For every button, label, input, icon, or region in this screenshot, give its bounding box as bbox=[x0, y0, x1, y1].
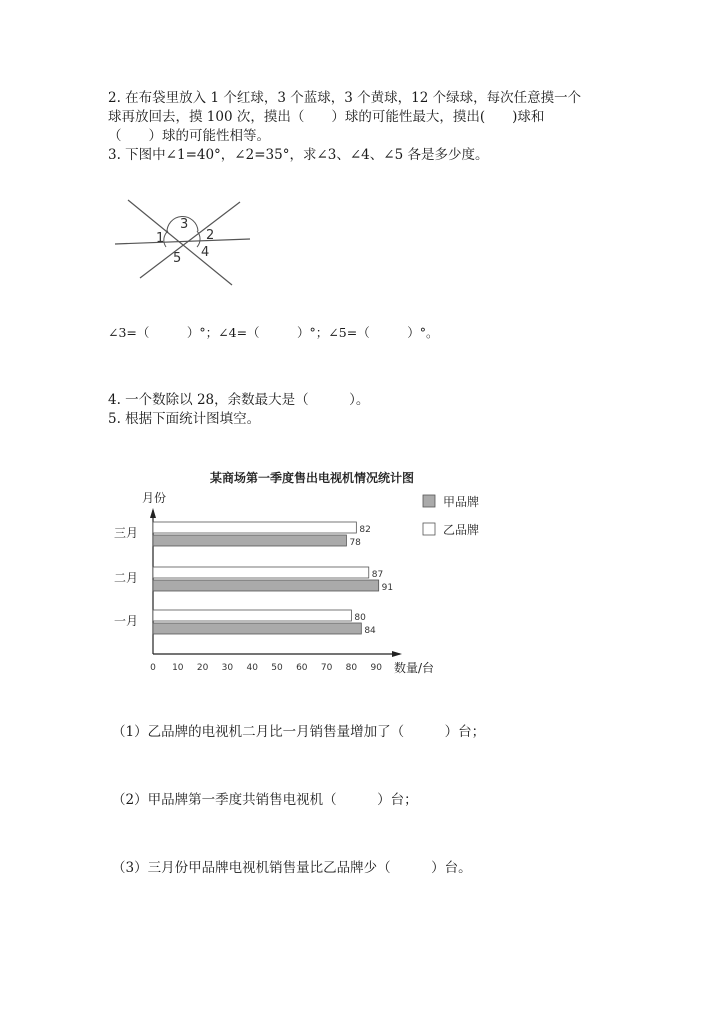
x-tick-label: 10 bbox=[172, 663, 184, 673]
x-tick-label: 40 bbox=[246, 663, 258, 673]
q5-sub-1: （1）乙品牌的电视机二月比一月销售量增加了（ ）台； bbox=[112, 724, 486, 740]
angle-label-4: 4 bbox=[201, 245, 210, 260]
angle-label-2: 2 bbox=[206, 228, 215, 243]
x-tick-label: 20 bbox=[196, 663, 209, 673]
x-tick-label: 0 bbox=[150, 663, 156, 673]
bar-jia bbox=[153, 580, 379, 591]
bar-value-label: 87 bbox=[371, 570, 384, 580]
q2-line-3: （ ）球的可能性相等。 bbox=[108, 128, 270, 144]
q4-question: 4. 一个数除以 28，余数最大是（ ）。 bbox=[108, 392, 370, 408]
bar-yi bbox=[153, 522, 356, 533]
y-axis-label: 月份 bbox=[142, 491, 167, 505]
q3-question: 3. 下图中∠1=40°，∠2=35°，求∠3、∠4、∠5 各是多少度。 bbox=[108, 147, 489, 163]
x-tick-label: 30 bbox=[221, 663, 234, 673]
x-axis-label: 数量/台 bbox=[394, 661, 435, 675]
chart-title: 某商场第一季度售出电视机情况统计图 bbox=[209, 471, 415, 485]
x-tick-label: 60 bbox=[296, 663, 308, 673]
bar-value-label: 82 bbox=[359, 525, 371, 535]
legend-swatch bbox=[423, 495, 435, 507]
bar-value-label: 84 bbox=[364, 626, 376, 636]
bar-jia bbox=[153, 535, 346, 546]
q5-sub-2: （2）甲品牌第一季度共销售电视机（ ）台； bbox=[112, 792, 418, 808]
q3-answer: ∠3=（ ）°；∠4=（ ）°；∠5=（ ）°。 bbox=[108, 325, 439, 340]
angle-label-1: 1 bbox=[156, 231, 165, 246]
x-tick-label: 90 bbox=[370, 663, 382, 673]
q5-question: 5. 根据下面统计图填空。 bbox=[108, 411, 261, 427]
bar-value-label: 91 bbox=[381, 583, 394, 593]
bar-value-label: 80 bbox=[354, 613, 366, 623]
category-label: 一月 bbox=[114, 614, 139, 628]
bar-yi bbox=[153, 567, 369, 578]
x-tick-label: 80 bbox=[345, 663, 358, 673]
angle-label-3: 3 bbox=[180, 217, 189, 232]
legend-swatch bbox=[423, 523, 435, 535]
legend-label: 乙品牌 bbox=[443, 523, 480, 537]
x-axis-arrow bbox=[392, 651, 402, 657]
x-tick-label: 50 bbox=[271, 663, 283, 673]
q5-sub-3: （3）三月份甲品牌电视机销售量比乙品牌少（ ）台。 bbox=[112, 860, 472, 876]
bar-chart bbox=[100, 460, 500, 685]
bar-jia bbox=[153, 623, 361, 634]
category-label: 二月 bbox=[114, 571, 139, 585]
y-axis-arrow bbox=[150, 508, 156, 518]
angle-figure bbox=[100, 190, 260, 290]
q2-line-2: 球再放回去，摸 100 次，摸出（ ）球的可能性最大，摸出( )球和 bbox=[108, 109, 545, 125]
bar-value-label: 78 bbox=[349, 538, 361, 548]
category-label: 三月 bbox=[114, 526, 139, 540]
x-tick-label: 70 bbox=[320, 663, 333, 673]
q2-line-1: 2. 在布袋里放入 1 个红球，3 个蓝球，3 个黄球，12 个绿球，每次任意摸一个 bbox=[108, 90, 582, 106]
bar-yi bbox=[153, 610, 351, 621]
legend-label: 甲品牌 bbox=[443, 495, 480, 509]
angle-label-5: 5 bbox=[173, 251, 182, 266]
